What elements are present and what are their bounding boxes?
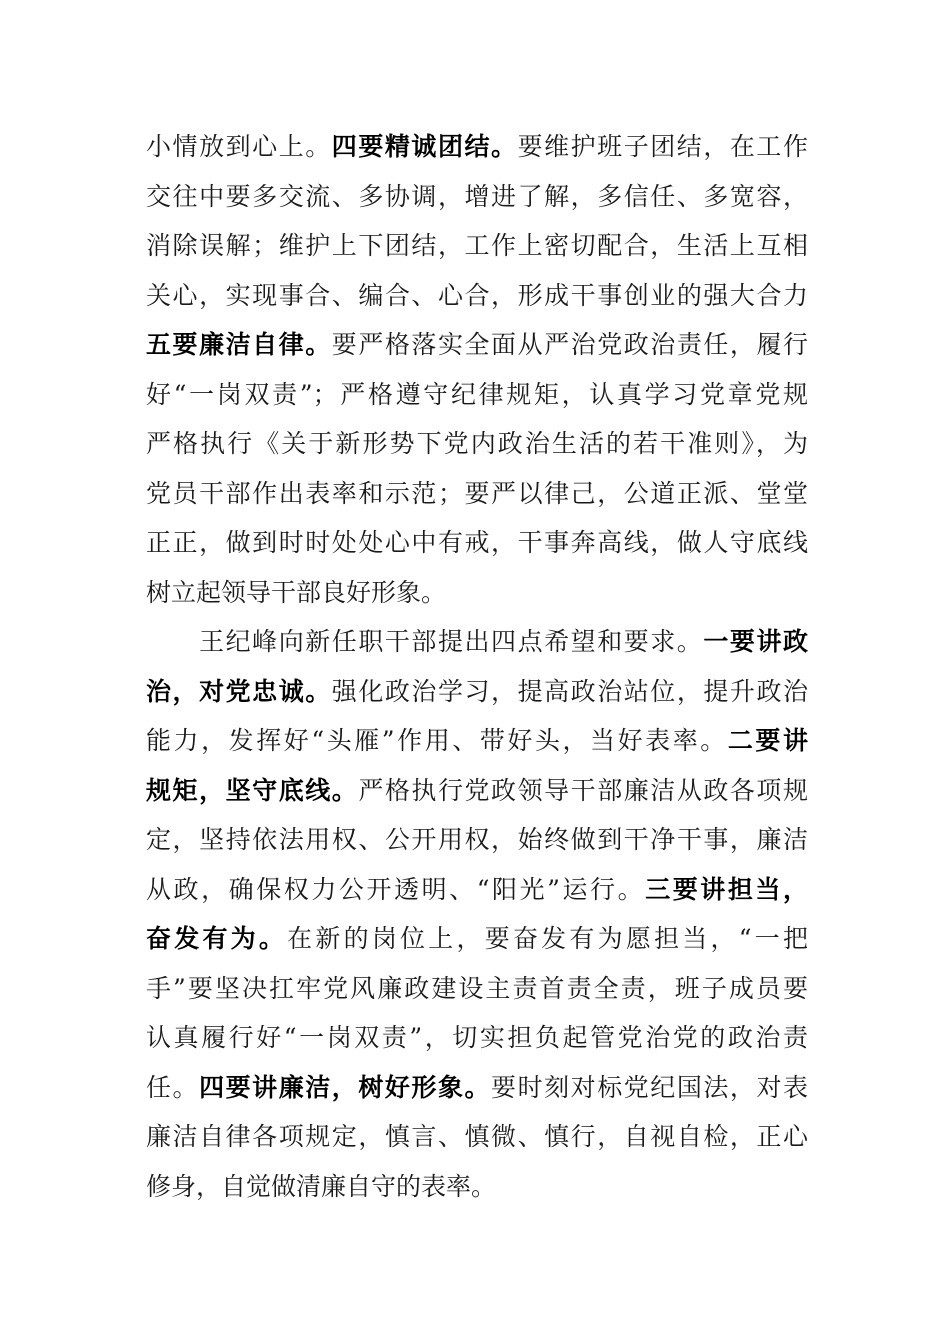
bold-heading: 四要精诚团结。 (331, 132, 518, 161)
text-line: 王纪峰向新任职干部提出四点希望和要求。一要讲政 (146, 627, 808, 656)
bold-heading: 一要讲政 (703, 627, 808, 656)
text-line: 修身，自觉做清廉自守的表率。 (146, 1171, 497, 1201)
text-line: 小情放到心上。四要精诚团结。要维护班子团结，在工作 (146, 132, 808, 161)
bold-heading: 规矩，坚守底线。 (146, 775, 359, 805)
paragraph-2 (146, 617, 808, 1211)
bold-heading: 三要讲担当， (645, 874, 808, 904)
text-line: 树立起领导干部良好形象。 (146, 577, 447, 607)
text-line: 消除误解；维护上下团结，工作上密切配合，生活上互相 (146, 231, 808, 260)
text-line: 五要廉洁自律。要严格落实全面从严治党政治责任，履行 (146, 330, 808, 359)
text-line: 廉洁自律各项规定，慎言、慎微、慎行，自视自检，正心 (146, 1122, 808, 1151)
text-line: 定，坚持依法用权、公开用权，始终做到干净干事，廉洁 (146, 825, 808, 854)
text-line: 好“一岗双责”；严格遵守纪律规矩，认真学习党章党规 (146, 379, 808, 409)
bold-heading: 治，对党忠诚。 (146, 676, 332, 706)
bold-heading: 五要廉洁自律。 (146, 330, 332, 359)
text-line: 能力，发挥好“头雁”作用、带好头，当好表率。二要讲 (146, 726, 808, 755)
text-line: 交往中要多交流、多协调，增进了解，多信任、多宽容， (146, 181, 808, 211)
text-line: 认真履行好“一岗双责”，切实担负起管党治党的政治责 (146, 1023, 808, 1052)
paragraph-1 (146, 122, 808, 617)
text-line: 从政，确保权力公开透明、“阳光”运行。三要讲担当， (146, 874, 808, 904)
bold-heading: 四要讲廉洁，树好形象。 (199, 1072, 492, 1102)
text-line: 规矩，坚守底线。严格执行党政领导干部廉洁从政各项规 (146, 775, 808, 805)
text-line: 手”要坚决扛牢党风廉政建设主责首责全责，班子成员要 (146, 973, 808, 1003)
bold-heading: 二要讲 (727, 726, 808, 755)
text-line: 奋发有为。在新的岗位上，要奋发有为愿担当，“一把 (146, 924, 808, 953)
text-line: 正正，做到时时处处心中有戒，干事奔高线，做人守底线 (146, 528, 808, 557)
text-line: 关心，实现事合、编合、心合，形成干事创业的强大合力 (146, 280, 808, 310)
text-line: 严格执行《关于新形势下党内政治生活的若干准则》，为 (146, 429, 808, 458)
text-line: 党员干部作出表率和示范；要严以律己，公道正派、堂堂 (146, 478, 808, 508)
bold-heading: 奋发有为。 (146, 924, 288, 953)
text-line: 治，对党忠诚。强化政治学习，提高政治站位，提升政治 (146, 676, 808, 706)
text-line: 任。四要讲廉洁，树好形象。要时刻对标党纪国法，对表 (146, 1072, 808, 1102)
